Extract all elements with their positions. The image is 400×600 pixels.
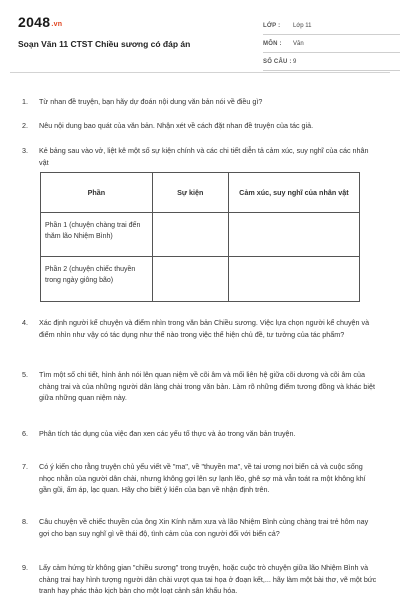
meta-value: Lớp 11 <box>293 23 312 29</box>
table-header-event: Sự kiện <box>152 173 228 213</box>
question-text: Kẻ bảng sau vào vở, liệt kê một số sự kiện chính và các chi tiết diễn tả cảm xúc, suy nghĩ của các nhân vật <box>39 146 369 167</box>
question-number: 8. <box>22 517 28 526</box>
question-text: Có ý kiến cho rằng truyện chủ yếu viết về "ma", về "thuyền ma", về tai ương nơi biển cả và cuộc sống nhọc nhằn của người dân chài, nhưng không gợi lên sự lạnh lẽo, ghê sợ mà vẫn toát ra một không khí gần gũi, ấm áp, lạc quan. Hãy cho biết ý kiến của bạn về nhận định trên. <box>39 462 366 494</box>
meta-class-row <box>263 20 400 35</box>
question-text: Phân tích tác dụng của việc đan xen các yếu tố thực và ảo trong văn bản truyện. <box>39 429 296 438</box>
table-cell-feeling[interactable] <box>228 257 359 302</box>
logo-main: 2048 <box>18 14 51 30</box>
site-logo[interactable] <box>18 14 62 30</box>
question-number: 1. <box>22 97 28 106</box>
meta-value: 9 <box>293 59 297 65</box>
question-text: Từ nhan đề truyện, bạn hãy dự đoán nội dung văn bản nói về điều gì? <box>39 97 263 106</box>
table-row <box>41 257 360 302</box>
question-text: Câu chuyện về chiếc thuyền của ông Xin Kính năm xưa và lão Nhiệm Bình cùng chàng trai trẻ hôm nay gợi cho bạn suy nghĩ gì về thái độ, tình cảm của con người đối với biển cả? <box>39 517 369 538</box>
meta-label: LỚP : <box>263 23 281 29</box>
table-cell-part: Phần 2 (chuyện chiếc thuyền trong ngày giông bão) <box>41 257 153 302</box>
table-header-part: Phần <box>41 173 153 213</box>
table-header-feeling: Cảm xúc, suy nghĩ của nhân vật <box>228 173 359 213</box>
question-number: 6. <box>22 429 28 438</box>
worksheet-header <box>10 8 390 70</box>
logo-suffix: .vn <box>51 21 63 28</box>
question-number: 9. <box>22 563 28 572</box>
table-cell-feeling[interactable] <box>228 213 359 257</box>
events-table <box>40 172 360 302</box>
header-divider <box>10 72 390 73</box>
question-number: 2. <box>22 121 28 130</box>
meta-subject-row <box>263 38 400 53</box>
question-number: 4. <box>22 318 28 327</box>
question-number: 5. <box>22 370 28 379</box>
question-text: Tìm một số chi tiết, hình ảnh nói lên quan niệm về cõi âm và mối liên hệ giữa cõi dương và cõi âm của chàng trai và của những người dân làng chài trong văn bản. Làm rõ những điểm tương đồng và khác biệt giữa những quan niệm này. <box>39 370 375 402</box>
question-text: Nêu nội dung bao quát của văn bản. Nhận xét về cách đặt nhan đề truyện của tác giả. <box>39 121 314 130</box>
meta-label: SỐ CÂU : <box>263 59 292 65</box>
question-text: Lấy cảm hứng từ không gian "chiều sương" trong truyện, hoặc cuộc trò chuyện giữa lão Nhiệm Bình và chàng trai hay hình tượng người dân chài vượt qua tai họa ở đoạn kết,... hãy làm một bài thơ, vẽ một bức tranh hay phác thảo kịch bản cho một loạt cảnh sân khấu hóa. <box>39 563 377 595</box>
meta-info <box>263 20 400 74</box>
table-header-row <box>41 173 360 213</box>
meta-count-row <box>263 56 400 71</box>
table-row <box>41 213 360 257</box>
question-number: 7. <box>22 462 28 471</box>
table-cell-event[interactable] <box>152 257 228 302</box>
table-cell-event[interactable] <box>152 213 228 257</box>
question-number: 3. <box>22 146 28 155</box>
document-title: Soạn Văn 11 CTST Chiều sương có đáp án <box>18 39 191 49</box>
meta-label: MÔN : <box>263 41 282 47</box>
question-text: Xác định người kể chuyện và điểm nhìn trong văn bản Chiều sương. Việc lựa chọn người kể chuyện và điểm nhìn như vậy có tác dụng như thế nào trong việc thể hiện chủ đề, tư tưởng của tác phẩm? <box>39 318 370 339</box>
meta-value: Văn <box>293 41 304 47</box>
table-cell-part: Phần 1 (chuyện chàng trai đến thăm lão Nhiệm Bình) <box>41 213 153 257</box>
